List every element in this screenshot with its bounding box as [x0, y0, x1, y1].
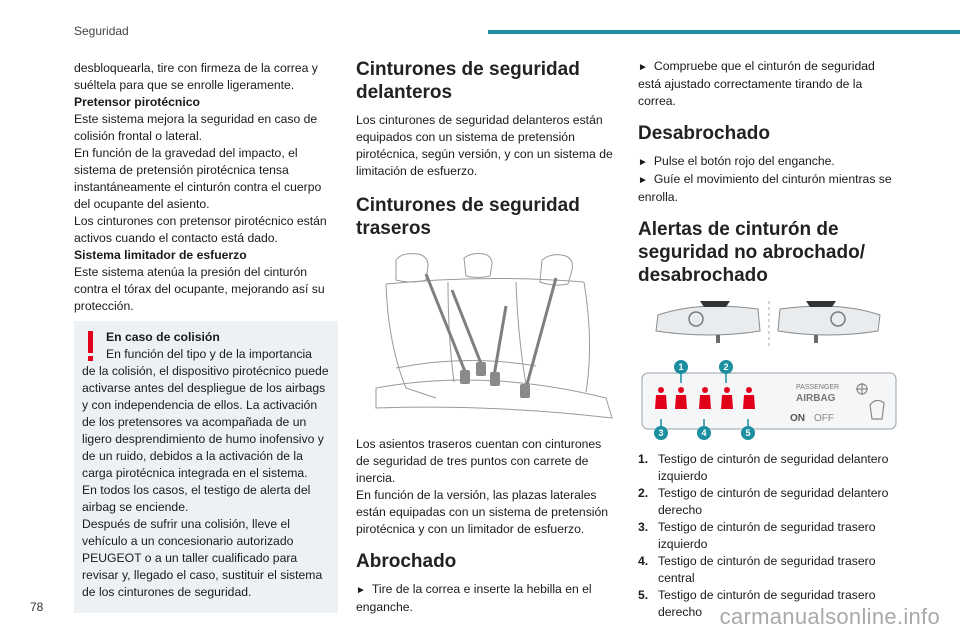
badge-3: 3 — [658, 428, 664, 438]
watermark-text: carmanualsonline.info — [719, 604, 940, 629]
header-accent-bar — [488, 30, 960, 34]
seatbelt-indicator-panel — [638, 359, 900, 441]
panel-passenger-label: PASSENGER — [796, 384, 840, 391]
exclamation-icon — [88, 331, 94, 361]
fasten-heading: Abrochado — [356, 551, 457, 572]
legend-item: 5. Testigo de cinturón de seguridad trasero derecho — [638, 588, 876, 619]
intro-paragraph: desbloquearla, tire con firmeza de la correa y suéltela para que se enrolle ligeramente. — [74, 61, 318, 92]
check-step-text: Compruebe que el cinturón de seguridad está ajustado correctamente tirando de la correa. — [638, 59, 875, 108]
rear-seat-illustration — [356, 248, 618, 426]
column-right — [638, 58, 896, 621]
warning-first-line: En función del tipo y de la importancia — [106, 347, 312, 361]
panel-on-label: ON — [790, 413, 805, 424]
pretensor-paragraph-2: En función de la gravedad del impacto, el sistema de pretensión pirotécnica tensa instantáneamente el cinturón contra el cuerpo del ocupante del asiento. — [74, 146, 322, 211]
limitador-heading: Sistema limitador de esfuerzo — [74, 248, 247, 262]
arrow-right-icon: ► — [638, 175, 648, 186]
unfasten-step-1 — [638, 153, 896, 171]
alerts-heading: Alertas de cinturón de seguridad no abrochado/ desabrochado — [638, 219, 865, 286]
arrow-right-icon: ► — [356, 585, 366, 596]
panel-airbag-label: AIRBAG — [796, 393, 836, 404]
collision-warning-box — [74, 321, 338, 613]
legend-item: 4. Testigo de cinturón de seguridad trasero central — [638, 554, 876, 585]
panel-off-label: OFF — [814, 413, 834, 424]
column-middle — [356, 58, 618, 616]
unfasten-step-2-text: Guíe el movimiento del cinturón mientras se enrolla. — [638, 172, 892, 204]
fasten-step-text: Tire de la correa e inserte la hebilla en el enganche. — [356, 582, 592, 614]
arrow-right-icon: ► — [638, 62, 648, 73]
legend-item: 3. Testigo de cinturón de seguridad trasero izquierdo — [638, 520, 876, 551]
rear-belts-heading: Cinturones de seguridad traseros — [356, 195, 580, 239]
rear-belts-paragraph-2: En función de la versión, las plazas laterales están equipadas con un sistema de pretensión pirotécnica y con un limitador de esfuerzo. — [356, 488, 609, 536]
fasten-step — [356, 581, 618, 616]
arrow-right-icon: ► — [638, 157, 648, 168]
front-belts-heading: Cinturones de seguridad delanteros — [356, 59, 580, 103]
limitador-paragraph: Este sistema atenúa la presión del cinturón contra el tórax del ocupante, mejorando así su protección. — [74, 265, 325, 313]
pretensor-heading: Pretensor pirotécnico — [74, 95, 200, 109]
page-section-title: Seguridad — [74, 24, 129, 38]
warning-paragraph-2: En todos los casos, el testigo de alerta del airbag se enciende. — [82, 483, 311, 514]
indicator-legend-list — [638, 451, 896, 621]
rear-belts-paragraph: Los asientos traseros cuentan con cinturones de seguridad de tres puntos con carrete de inercia. — [356, 437, 602, 485]
check-step — [638, 58, 896, 110]
roof-warning-lamps-illustration — [638, 295, 900, 353]
unfasten-step-1-text: Pulse el botón rojo del enganche. — [653, 154, 835, 168]
legend-item: 2. Testigo de cinturón de seguridad delantero derecho — [638, 486, 889, 517]
front-belts-paragraph: Los cinturones de seguridad delanteros están equipados con un sistema de pretensión pirotécnica, según versión, y con un sistema de limitación de esfuerzo. — [356, 113, 613, 178]
badge-2: 2 — [723, 362, 729, 372]
column-left — [74, 60, 336, 613]
warning-paragraph-3: Después de sufrir una colisión, lleve el vehículo a un concesionario autorizado PEUGEOT o a un taller cualificado para revisar y, llegado el caso, sustituir el sistema de los cinturones de seguridad. — [82, 517, 323, 599]
unfasten-heading: Desabrochado — [638, 123, 770, 144]
pretensor-paragraph-1: Este sistema mejora la seguridad en caso de colisión frontal o lateral. — [74, 112, 318, 143]
warning-paragraph-1: de la colisión, el dispositivo pirotécnico puede activarse antes del despliegue de los airbags y con independencia de ellos. La activación de los pretensores va acompañada de un ligero desprendimiento de humo inofensivo y de un ruido, debidos a la activación de la carga pirotécnica integrada en el sistema. — [82, 364, 329, 480]
badge-5: 5 — [745, 428, 751, 438]
badge-4: 4 — [701, 428, 707, 438]
legend-item: 1. Testigo de cinturón de seguridad delantero izquierdo — [638, 452, 889, 483]
warning-title: En caso de colisión — [106, 330, 220, 344]
badge-1: 1 — [678, 362, 684, 372]
page-number: 78 — [30, 600, 44, 614]
unfasten-step-2 — [638, 171, 896, 206]
pretensor-paragraph-3: Los cinturones con pretensor pirotécnico están activos cuando el contacto está dado. — [74, 214, 327, 245]
